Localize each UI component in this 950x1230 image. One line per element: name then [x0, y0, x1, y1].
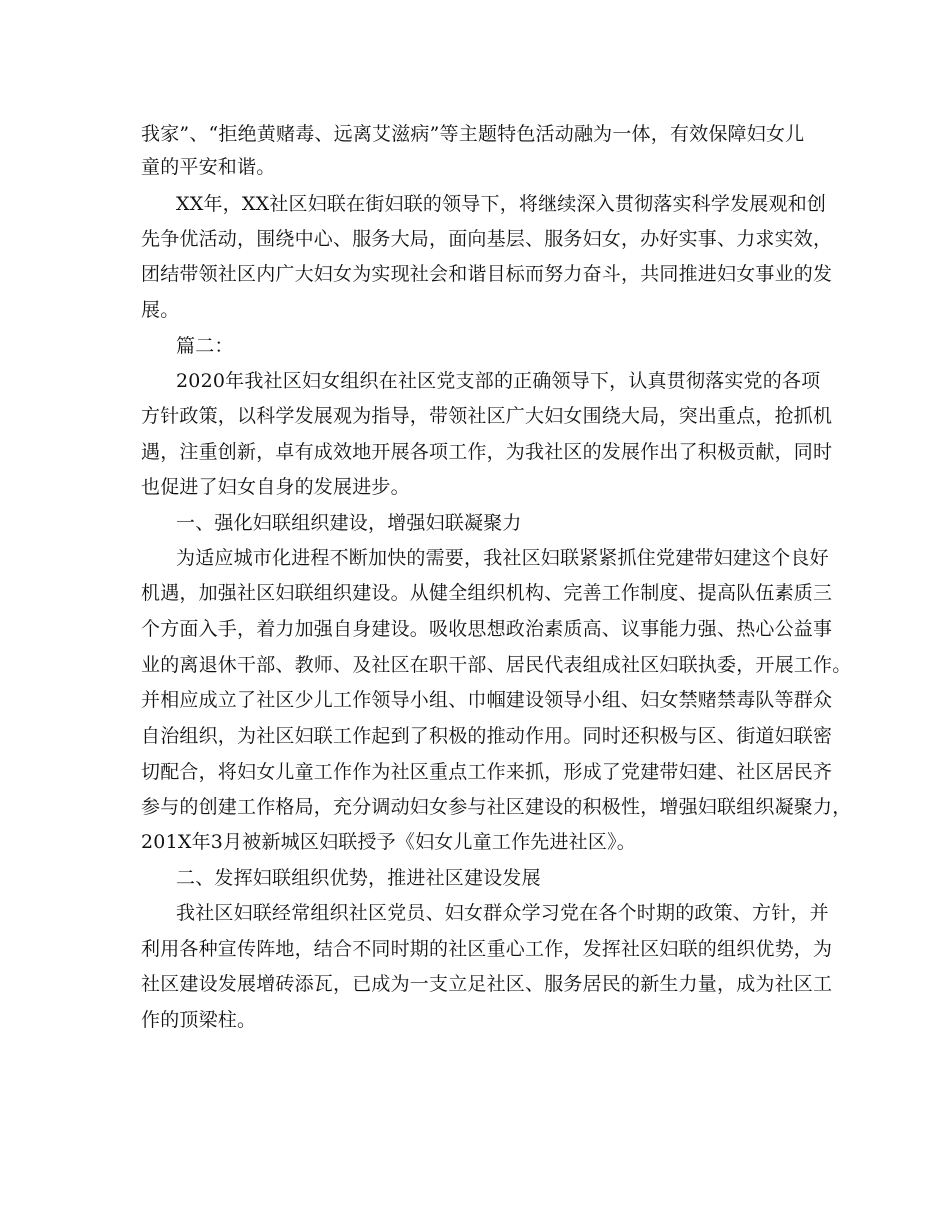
body-text-line: 童的平安和谐。	[141, 156, 276, 178]
body-text-line: 也促进了妇女自身的发展进步。	[141, 476, 410, 498]
section-heading: 篇二：	[176, 335, 234, 357]
body-text-line: 方针政策，以科学发展观为指导，带领社区广大妇女围绕大局，突出重点，抢抓机	[141, 405, 833, 427]
body-text-line: 利用各种宣传阵地，结合不同时期的社区重心工作，发挥社区妇联的组织优势，为	[141, 938, 833, 960]
body-text-line: 自治组织，为社区妇联工作起到了积极的推动作用。同时还积极与区、街道妇联密	[141, 725, 833, 747]
body-text-line: 作的顶梁柱。	[141, 1009, 257, 1031]
body-text-line: 团结带领社区内广大妇女为实现社会和谐目标而努力奋斗，共同推进妇女事业的发	[141, 263, 833, 285]
body-text-line: 先争优活动，围绕中心、服务大局，面向基层、服务妇女，办好实事、力求实效，	[141, 228, 833, 250]
body-text-line: 为适应城市化进程不断加快的需要，我社区妇联紧紧抓住党建带妇建这个良好	[176, 547, 829, 569]
body-text-line: 我家”、“拒绝黄赌毒、远离艾滋病”等主题特色活动融为一体，有效保障妇女儿	[141, 123, 805, 145]
body-text-line: 我社区妇联经常组织社区党员、妇女群众学习党在各个时期的政策、方针，并	[176, 902, 829, 924]
body-text-line: 个方面入手，着力加强自身建设。吸收思想政治素质高、议事能力强、热心公益事	[141, 618, 833, 640]
body-text-line: 切配合，将妇女儿童工作作为社区重点工作来抓，形成了党建带妇建、社区居民齐	[141, 761, 833, 783]
body-text-line: 机遇，加强社区妇联组织建设。从健全组织机构、完善工作制度、提高队伍素质三	[141, 582, 833, 604]
body-text-line: 2020年我社区妇女组织在社区党支部的正确领导下，认真贯彻落实党的各项	[176, 370, 821, 392]
body-text-line: 社区建设发展增砖添瓦，已成为一支立足社区、服务居民的新生力量，成为社区工	[141, 973, 833, 995]
section-heading: 一、强化妇联组织建设，增强妇联凝聚力	[176, 512, 522, 534]
body-text-line: 遇，注重创新，卓有成效地开展各项工作，为我社区的发展作出了积极贡献，同时	[141, 441, 833, 463]
section-heading: 二、发挥妇联组织优势，推进社区建设发展	[176, 867, 541, 889]
body-text-line: 展。	[141, 299, 180, 321]
body-text-line: XX年，XX社区妇联在街妇联的领导下，将继续深入贯彻落实科学发展观和创	[176, 193, 827, 215]
body-text-line: 201X年3月被新城区妇联授予《妇女儿童工作先进社区》。	[141, 831, 636, 853]
body-text-line: 并相应成立了社区少儿工作领导小组、巾帼建设领导小组、妇女禁赌禁毒队等群众	[141, 689, 833, 711]
body-text-line: 参与的创建工作格局，充分调动妇女参与社区建设的积极性，增强妇联组织凝聚力，	[141, 796, 852, 818]
body-text-line: 业的离退休干部、教师、及社区在职干部、居民代表组成社区妇联执委，开展工作。	[141, 654, 852, 676]
